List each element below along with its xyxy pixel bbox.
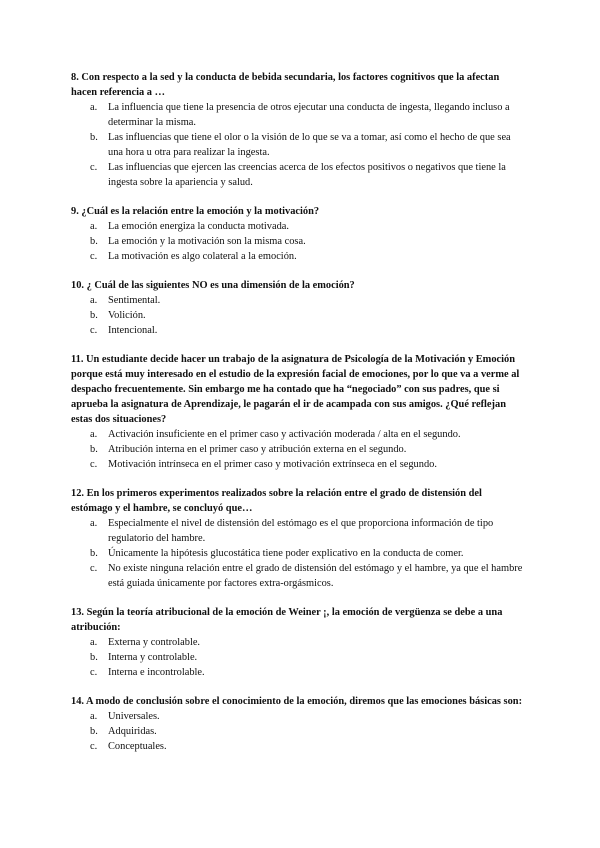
option-a — [71, 635, 523, 650]
question-12 — [71, 486, 523, 591]
option-b — [71, 724, 523, 739]
option-letter: c. — [90, 667, 98, 678]
option-letter: b. — [90, 726, 98, 737]
option-text: Motivación intrínseca en el primer caso y motivación extrínseca en el segundo. — [108, 459, 437, 470]
document-page — [71, 70, 523, 768]
option-a — [71, 293, 523, 308]
option-letter: a. — [90, 102, 98, 113]
question-text: 14. A modo de conclusión sobre el conocimiento de la emoción, diremos que las emociones básicas son: — [71, 696, 523, 707]
option-letter: c. — [90, 459, 98, 470]
option-text: Atribución interna en el primer caso y atribución externa en el segundo. — [108, 444, 407, 455]
question-text: 8. Con respecto a la sed y la conducta de bebida secundaria, los factores cognitivos que la afectan hacen referencia a … — [71, 72, 500, 98]
option-letter: a. — [90, 711, 98, 722]
option-letter: c. — [90, 325, 98, 336]
question-13 — [71, 605, 523, 680]
option-list — [71, 100, 523, 190]
option-list — [71, 219, 523, 264]
option-a — [71, 709, 523, 724]
option-list — [71, 516, 523, 591]
option-list — [71, 709, 523, 754]
question-10 — [71, 278, 523, 338]
option-text: La emoción y la motivación son la misma cosa. — [108, 236, 306, 247]
option-text: Volición. — [108, 310, 146, 321]
option-text: Sentimental. — [108, 295, 161, 306]
option-a — [71, 219, 523, 234]
option-c — [71, 323, 523, 338]
option-text: Interna e incontrolable. — [108, 667, 205, 678]
option-letter: a. — [90, 518, 98, 529]
option-c — [71, 665, 523, 680]
option-text: La influencia que tiene la presencia de otros ejecutar una conducta de ingesta, llegando incluso a determinar la misma. — [108, 102, 510, 128]
option-list — [71, 293, 523, 338]
option-text: La motivación es algo colateral a la emoción. — [108, 251, 297, 262]
question-11 — [71, 352, 523, 472]
option-b — [71, 130, 523, 160]
option-letter: c. — [90, 563, 98, 574]
option-c — [71, 739, 523, 754]
option-text: Universales. — [108, 711, 160, 722]
option-c — [71, 457, 523, 472]
option-letter: b. — [90, 236, 98, 247]
option-a — [71, 100, 523, 130]
option-c — [71, 160, 523, 190]
option-b — [71, 308, 523, 323]
question-text: 12. En los primeros experimentos realizados sobre la relación entre el grado de distensión del estómago y el hambre, se concluyó que… — [71, 488, 482, 514]
option-letter: c. — [90, 162, 98, 173]
option-text: Las influencias que ejercen las creencias acerca de los efectos positivos o negativos que tiene la ingesta sobre la apariencia y salud. — [108, 162, 506, 188]
option-letter: a. — [90, 295, 98, 306]
question-9 — [71, 204, 523, 264]
question-text: 10. ¿ Cuál de las siguientes NO es una dimensión de la emoción? — [71, 280, 355, 291]
option-a — [71, 516, 523, 546]
option-b — [71, 546, 523, 561]
option-text: Activación insuficiente en el primer caso y activación moderada / alta en el segundo. — [108, 429, 461, 440]
option-text: Conceptuales. — [108, 741, 167, 752]
option-text: Las influencias que tiene el olor o la visión de lo que se va a tomar, así como el hecho de que sea una hora u otra para realizar la ingesta. — [108, 132, 511, 158]
option-letter: a. — [90, 429, 98, 440]
option-letter: c. — [90, 741, 98, 752]
question-8 — [71, 70, 523, 190]
option-b — [71, 234, 523, 249]
option-c — [71, 561, 523, 591]
option-list — [71, 635, 523, 680]
option-text: Únicamente la hipótesis glucostática tiene poder explicativo en la conducta de comer. — [108, 548, 464, 559]
option-letter: b. — [90, 652, 98, 663]
option-text: Interna y controlable. — [108, 652, 198, 663]
option-text: Externa y controlable. — [108, 637, 201, 648]
question-text: 13. Según la teoría atribucional de la emoción de Weiner ¡, la emoción de vergüenza se debe a una atribución: — [71, 607, 503, 633]
option-letter: c. — [90, 251, 98, 262]
option-text: Especialmente el nivel de distensión del estómago es el que proporciona información de tipo regulatorio del hambre. — [108, 518, 494, 544]
option-letter: a. — [90, 221, 98, 232]
question-14 — [71, 694, 523, 754]
option-text: Intencional. — [108, 325, 158, 336]
option-letter: b. — [90, 132, 98, 143]
option-list — [71, 427, 523, 472]
option-letter: a. — [90, 637, 98, 648]
option-b — [71, 442, 523, 457]
question-text: 11. Un estudiante decide hacer un trabajo de la asignatura de Psicología de la Motivación y Emoción porque está muy interesado en el estudio de la expresión facial de emociones, por lo que va a verme al despacho frecuentemente. Sin embargo me ha contado que ha “negociado” con sus padres, que si aprueba la asignatura de Aprendizaje, le pagarán el ir de acampada con sus amigos. ¿Qué reflejan estas dos situaciones? — [71, 354, 520, 425]
option-letter: b. — [90, 548, 98, 559]
option-text: La emoción energiza la conducta motivada. — [108, 221, 289, 232]
option-c — [71, 249, 523, 264]
option-text: Adquiridas. — [108, 726, 157, 737]
question-text: 9. ¿Cuál es la relación entre la emoción y la motivación? — [71, 206, 320, 217]
option-b — [71, 650, 523, 665]
option-letter: b. — [90, 444, 98, 455]
option-letter: b. — [90, 310, 98, 321]
option-a — [71, 427, 523, 442]
option-text: No existe ninguna relación entre el grado de distensión del estómago y el hambre, ya que el hambre está guiada únicamente por factores extra-orgásmicos. — [108, 563, 523, 589]
